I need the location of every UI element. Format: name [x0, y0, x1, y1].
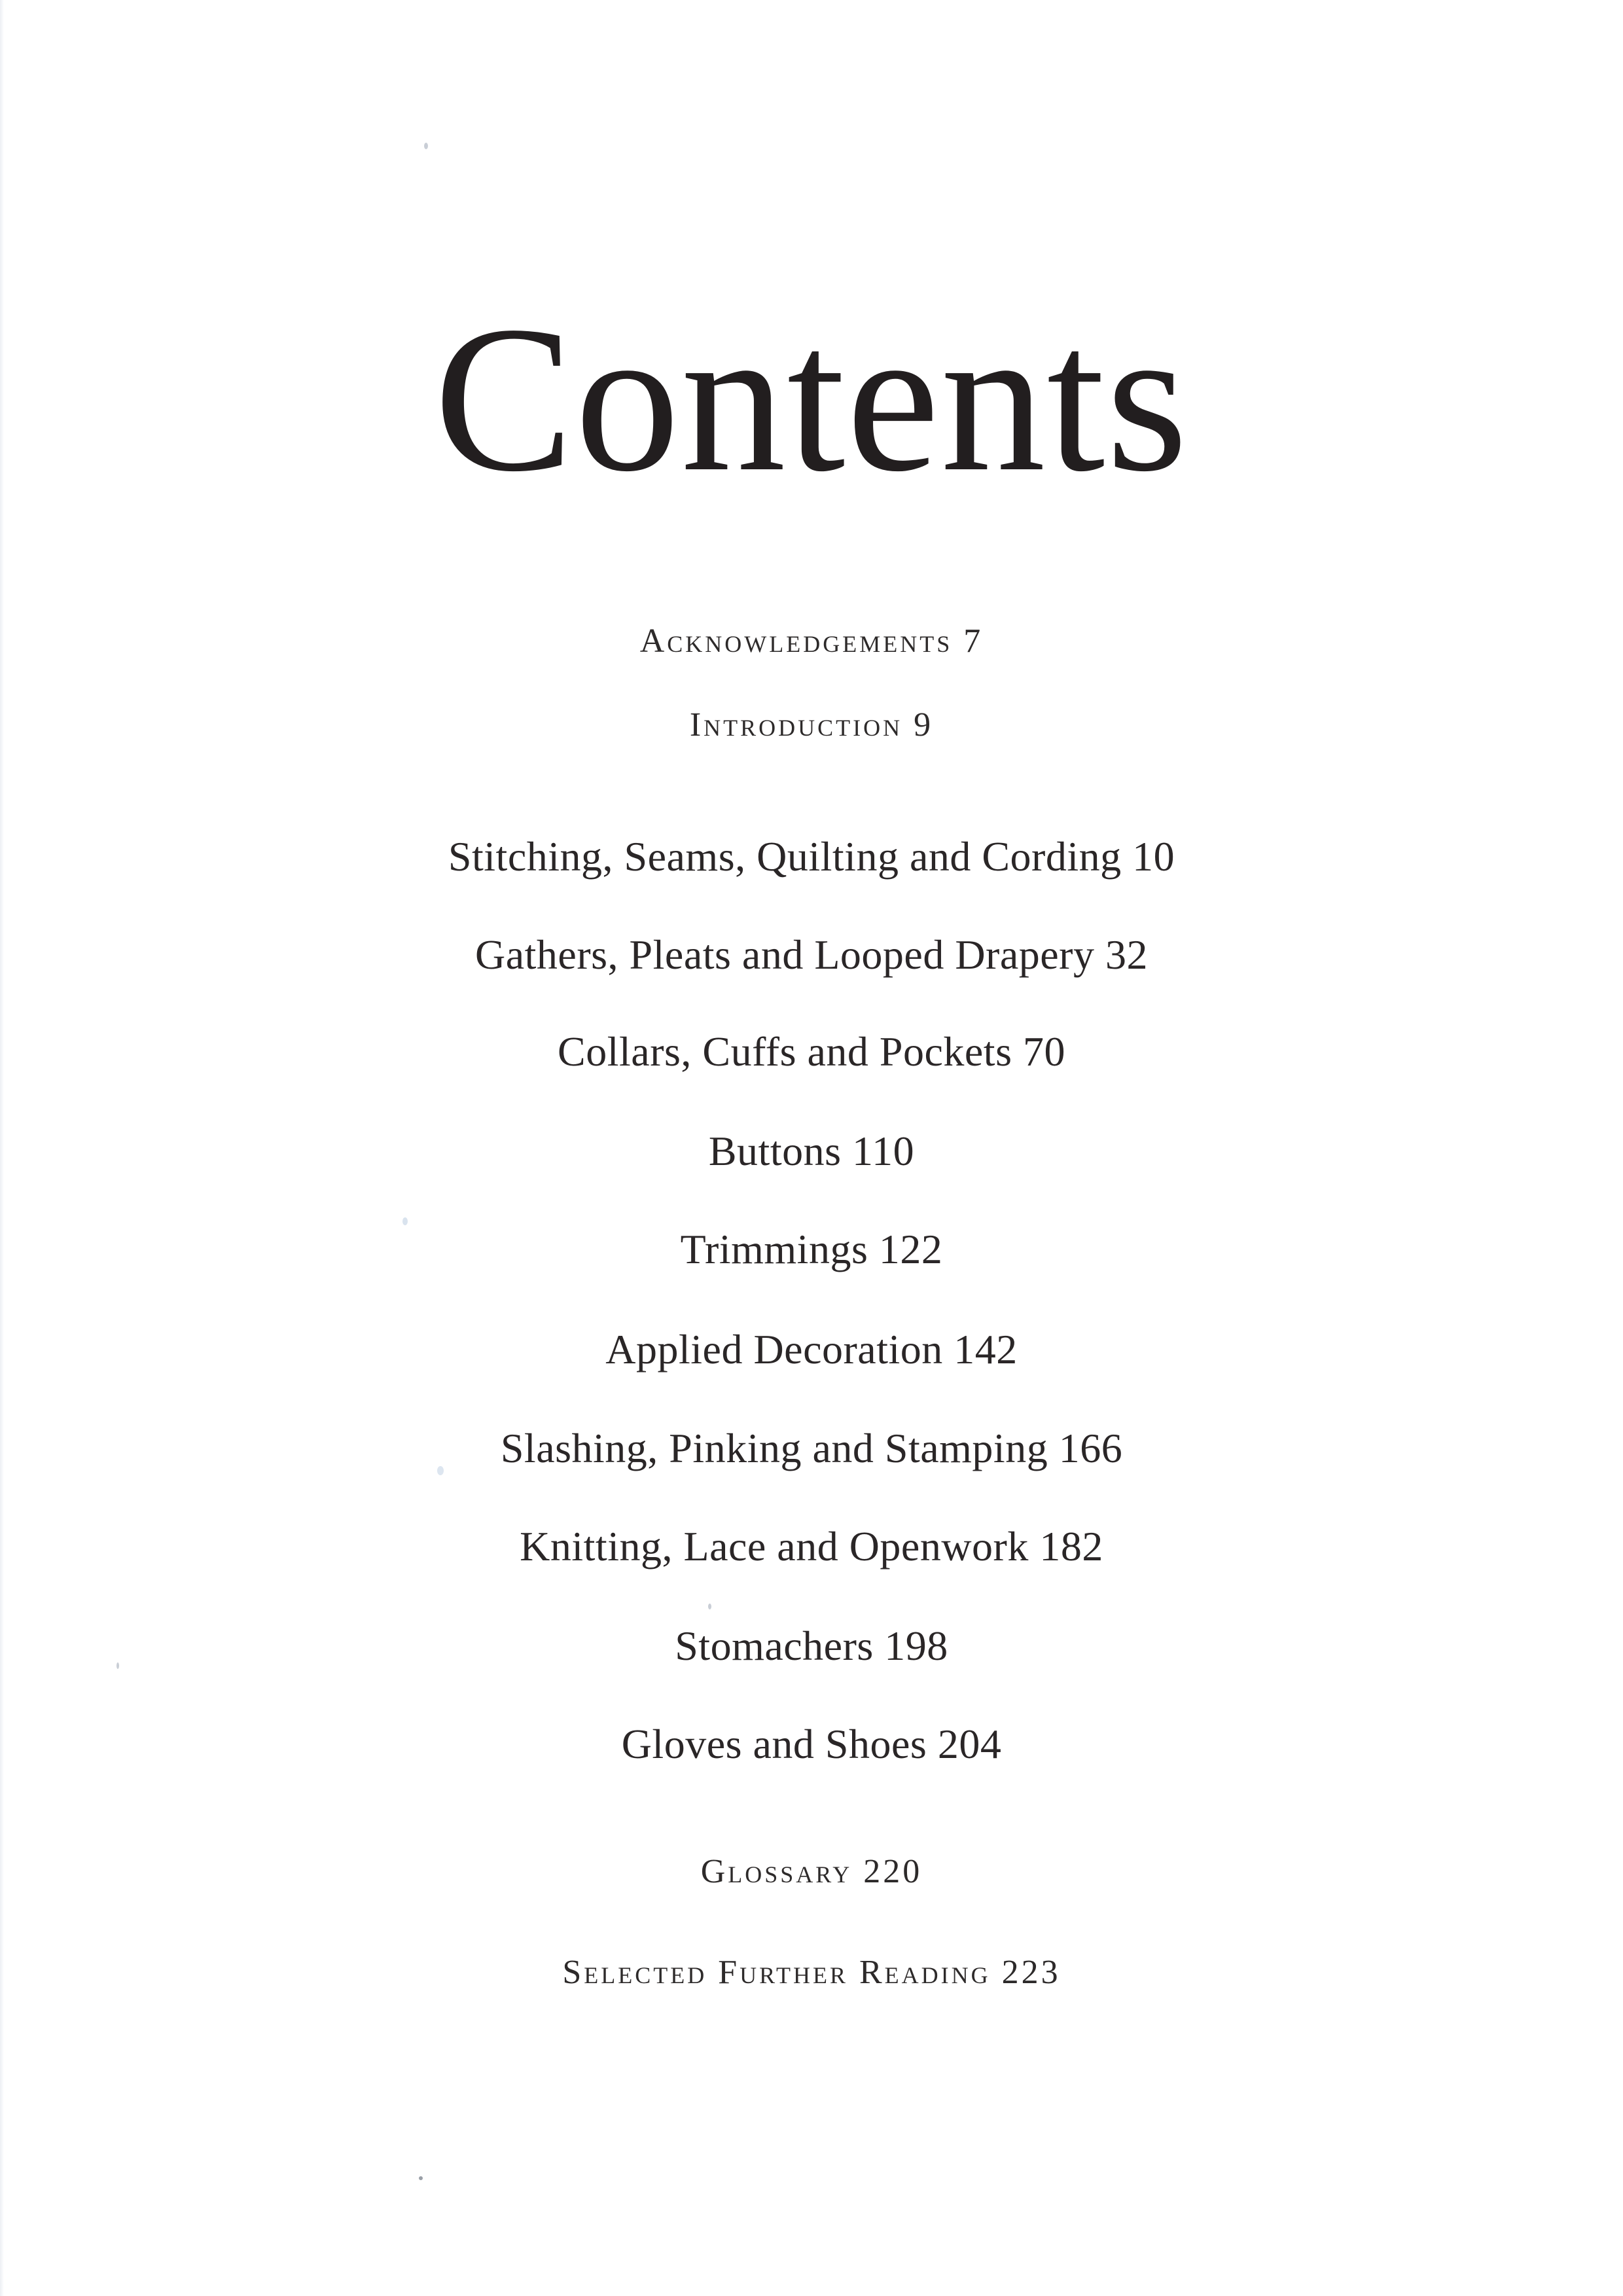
toc-entry-chapter[interactable]	[0, 931, 1623, 979]
page-title: Contents	[434, 283, 1189, 515]
toc-entry-chapter[interactable]	[0, 1522, 1623, 1571]
toc-entry-label: Introduction	[689, 706, 903, 744]
toc-entry-chapter[interactable]	[0, 1225, 1623, 1274]
toc-entry-page: 7	[963, 622, 984, 660]
toc-entry-label: Applied Decoration	[605, 1326, 954, 1372]
scan-speck	[708, 1604, 711, 1609]
scan-speck	[402, 1217, 408, 1225]
toc-entry-page: 220	[863, 1853, 923, 1890]
toc-entry-label: Buttons	[708, 1128, 842, 1174]
toc-entry-page: 122	[878, 1226, 943, 1272]
toc-entry-label: Slashing, Pinking and Stamping	[500, 1425, 1048, 1471]
toc-entry-label: Acknowledgements	[639, 622, 953, 660]
toc-entry-label: Gloves and Shoes	[621, 1721, 927, 1767]
toc-entry-label: Knitting, Lace and Openwork	[520, 1523, 1029, 1570]
toc-entry-label: Gathers, Pleats and Looped Drapery	[475, 931, 1095, 978]
toc-entry-page: 9	[914, 706, 934, 744]
toc-entry-chapter[interactable]	[0, 1622, 1623, 1670]
toc-entry-label: Trimmings	[680, 1226, 868, 1272]
toc-entry-label: Stomachers	[675, 1623, 874, 1669]
scan-speck	[116, 1662, 119, 1669]
scan-speck	[424, 143, 428, 149]
toc-entry-chapter[interactable]	[0, 1028, 1623, 1076]
toc-entry-chapter[interactable]	[0, 1127, 1623, 1175]
toc-entry-page: 110	[852, 1128, 915, 1174]
toc-entry-page: 182	[1039, 1523, 1103, 1570]
toc-entry-chapter[interactable]	[0, 1424, 1623, 1473]
toc-entry-page: 70	[1022, 1028, 1065, 1075]
toc-entry-page: 204	[937, 1721, 1002, 1767]
scan-speck	[437, 1466, 444, 1475]
toc-entry-introduction[interactable]	[0, 706, 1623, 744]
toc-entry-label: Collars, Cuffs and Pockets	[558, 1028, 1012, 1075]
toc-entry-acknowledgements[interactable]	[0, 622, 1623, 660]
toc-entry-further-reading[interactable]	[0, 1953, 1623, 1992]
toc-entry-chapter[interactable]	[0, 833, 1623, 881]
toc-entry-page: 198	[884, 1623, 948, 1669]
toc-entry-page: 142	[954, 1326, 1018, 1372]
toc-entry-chapter[interactable]	[0, 1720, 1623, 1768]
toc-entry-page: 223	[1001, 1954, 1061, 1991]
toc-entry-page: 166	[1058, 1425, 1123, 1471]
toc-entry-page: 32	[1105, 931, 1148, 978]
toc-entry-page: 10	[1132, 833, 1175, 880]
toc-entry-label: Selected Further Reading	[562, 1954, 991, 1991]
toc-entry-glossary[interactable]	[0, 1852, 1623, 1891]
scan-speck	[419, 2176, 423, 2180]
toc-entry-chapter[interactable]	[0, 1325, 1623, 1374]
toc-entry-label: Stitching, Seams, Quilting and Cording	[448, 833, 1122, 880]
toc-entry-label: Glossary	[700, 1853, 853, 1890]
